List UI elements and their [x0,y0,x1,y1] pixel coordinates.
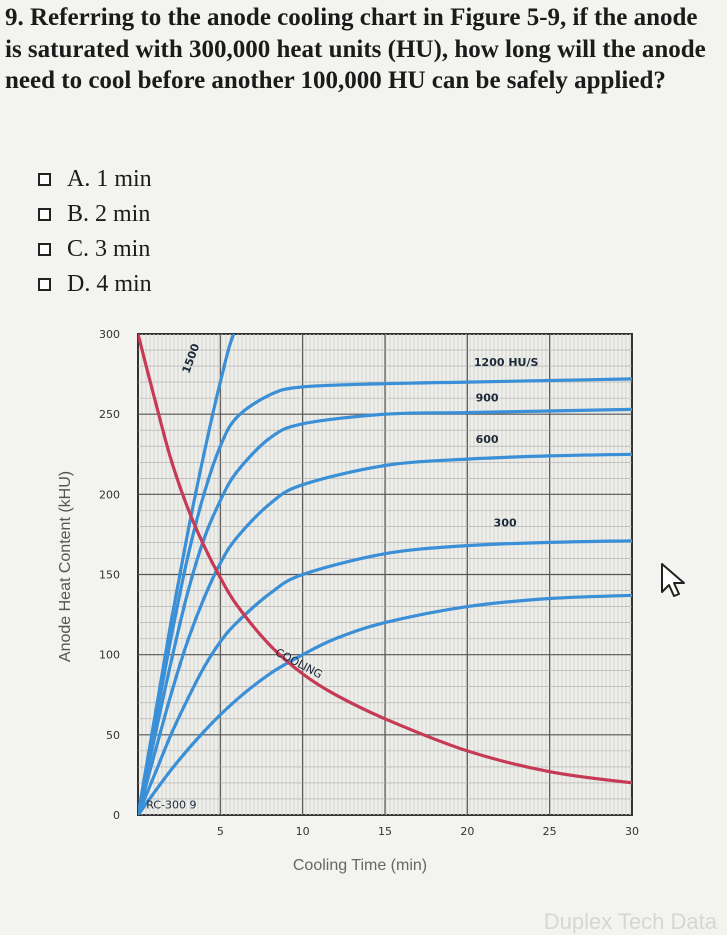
tube-model-label: RC-300 9 [146,798,197,812]
checkbox-icon[interactable] [38,173,51,186]
y-tick-label: 300 [99,328,120,341]
checkbox-icon[interactable] [38,208,51,221]
y-tick-label: 150 [99,568,120,582]
x-tick-label: 20 [460,825,475,838]
option-a-label: A. 1 min [67,166,152,192]
option-d[interactable] [38,267,152,302]
option-b[interactable] [38,197,152,232]
series-label-1200: 1200 HU/S [473,356,539,370]
y-axis-label: Anode Heat Content (kHU) [57,470,74,663]
y-tick-label: 250 [99,408,120,422]
option-c[interactable] [38,232,152,267]
x-tick-label: 25 [542,825,557,838]
x-tick-label: 15 [378,825,392,838]
answer-options [38,162,152,302]
series-label-1500: 1500 [179,341,203,376]
question-text: Referring to the anode cooling chart in Figure 5-9, if the anode is saturated with 300,000 heat units (HU), how long will the anode need to cool before another 100,000 HU can be safely applied? [5,4,706,94]
cooling-curve-label: COOLING [273,645,325,682]
series-label-600: 600 [475,433,499,447]
watermark: Duplex Tech Data [543,909,717,934]
series-label-900: 900 [475,391,499,405]
y-tick-label: 200 [99,488,120,502]
option-a[interactable] [38,162,152,197]
x-tick-label: 30 [625,825,639,838]
checkbox-icon[interactable] [38,278,51,291]
x-tick-label: 10 [295,825,310,838]
option-c-label: C. 3 min [67,236,151,262]
y-tick-label: 100 [99,648,120,662]
x-axis-label: Cooling Time (min) [292,857,428,874]
checkbox-icon[interactable] [38,243,51,256]
anode-cooling-chart [0,310,727,900]
y-tick-label: 0 [113,809,120,822]
option-d-label: D. 4 min [67,271,152,297]
question [5,2,720,97]
x-tick-label: 5 [216,825,224,838]
mouse-cursor-icon [660,562,690,602]
option-b-label: B. 2 min [67,201,151,227]
series-label-300: 300 [493,516,517,530]
question-number: 9. [5,4,24,31]
y-tick-label: 50 [106,728,120,742]
